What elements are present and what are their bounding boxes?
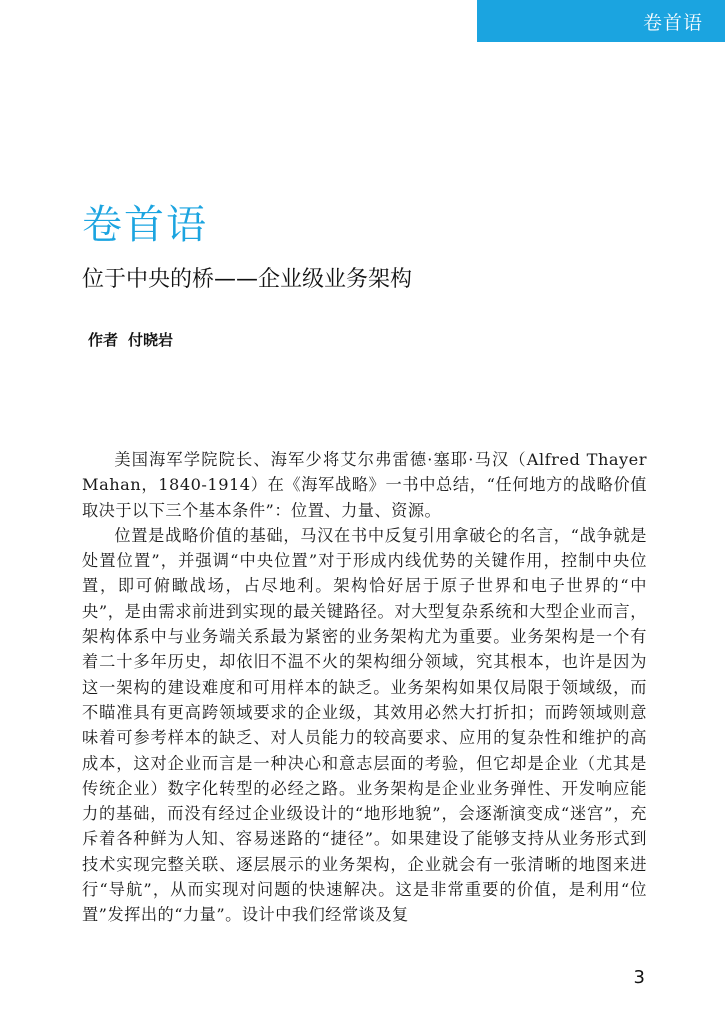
body-paragraph: 位置是战略价值的基础，马汉在书中反复引用拿破仑的名言，“战争就是处置位置”，并强调“中央位置”对于形成内线优势的关键作用，控制中央位置，即可俯瞰战场，占尽地利。架构恰好居于原子世界和电子世界的“中央”，是由需求前进到实现的最关键路径。对大型复杂系统和大型企业而言，架构体系中与业务端关系最为紧密的业务架构尤为重要。业务架构是一个有着二十多年历史，却依旧不温不火的架构细分领域，究其根本，也许是因为这一架构的建设难度和可用样本的缺乏。业务架构如果仅局限于领域级，而不瞄准具有更高跨领域要求的企业级，其效用必然大打折扣；而跨领域则意味着可参考样本的缺乏、对人员能力的较高要求、应用的复杂性和维护的高成本，这对企业而言是一种决心和意志层面的考验，但它却是企业（尤其是传统企业）数字化转型的必经之路。业务架构是企业业务弹性、开发响应能力的基础，而没有经过企业级设计的“地形地貌”，会逐渐演变成“迷宫”，充斥着各种鲜为人知、容易迷路的“捷径”。如果建设了能够支持从业务形式到技术实现完整关联、逐层展示的业务架构，企业就会有一张清晰的地图来进行“导航”，从而实现对问题的快速解决。这是非常重要的价值，是利用“位置”发挥出的“力量”。设计中我们经常谈及复 [82,525,647,925]
article-body [82,447,647,928]
article-subtitle: 位于中央的桥——企业级业务架构 [82,267,413,292]
page-number: 3 [633,967,645,988]
page-title: 卷首语 [82,202,208,248]
section-tab [477,0,725,42]
byline [88,329,173,350]
body-paragraph: 美国海军学院院长、海军少将艾尔弗雷德·塞耶·马汉（Alfred Thayer Mahan，1840-1914）在《海军战略》一书中总结，“任何地方的战略价值取决于以下三个基本条件”：位置、力量、资源。 [82,450,647,520]
author-label: 作者 [88,331,119,349]
section-tab-label: 卷首语 [642,11,703,34]
author-name: 付晓岩 [128,331,174,349]
